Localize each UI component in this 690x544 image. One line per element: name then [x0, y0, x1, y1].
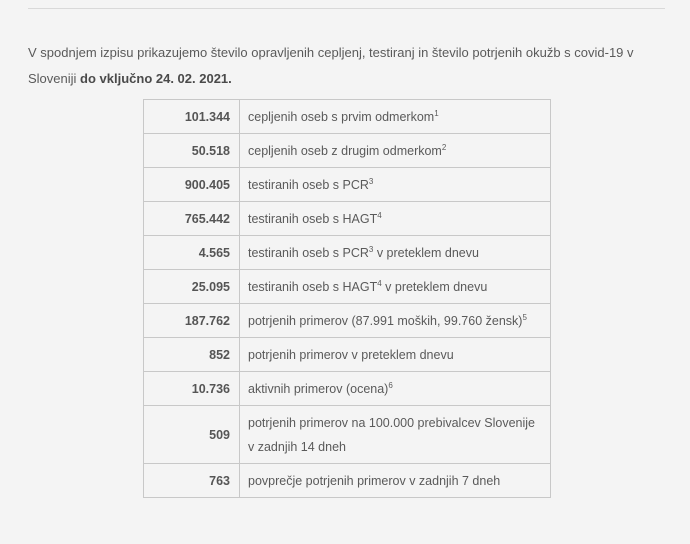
- intro-text: V spodnjem izpisu prikazujemo število opravljenih cepljenj, testiranj in število potrjenih okužb s covid-19 v Sloveniji: [28, 45, 634, 86]
- divider: [28, 8, 665, 9]
- row-description: [240, 202, 551, 236]
- row-text: cepljenih oseb s prvim odmerkom: [248, 109, 435, 124]
- row-value: 509: [144, 406, 240, 464]
- row-value: 765.442: [144, 202, 240, 236]
- row-description: [240, 304, 551, 338]
- footnote-ref[interactable]: 4: [377, 278, 382, 288]
- table-row: [144, 100, 551, 134]
- row-text: testiranih oseb s HAGT: [248, 211, 378, 226]
- row-value: 852: [144, 338, 240, 372]
- row-text: aktivnih primerov (ocena): [248, 381, 389, 396]
- row-text: potrjenih primerov v preteklem dnevu: [248, 347, 454, 362]
- row-description: [240, 406, 551, 464]
- row-value: 900.405: [144, 168, 240, 202]
- intro-date: do vključno 24. 02. 2021.: [80, 71, 232, 86]
- table-row: [144, 236, 551, 270]
- table-row: [144, 464, 551, 498]
- row-text: potrjenih primerov (87.991 moških, 99.760 žensk): [248, 313, 523, 328]
- table-row: [144, 372, 551, 406]
- row-text-after: v preteklem dnevu: [381, 279, 488, 294]
- row-description: [240, 168, 551, 202]
- table-row: [144, 134, 551, 168]
- row-text-after: v preteklem dnevu: [373, 245, 479, 260]
- row-value: 50.518: [144, 134, 240, 168]
- row-value: 10.736: [144, 372, 240, 406]
- row-description: [240, 338, 551, 372]
- row-text: cepljenih oseb z drugim odmerkom: [248, 143, 442, 158]
- row-text: potrjenih primerov na 100.000 prebivalcev Slovenije v zadnjih 14 dneh: [248, 415, 535, 454]
- row-description: [240, 372, 551, 406]
- row-value: 101.344: [144, 100, 240, 134]
- row-text: povprečje potrjenih primerov v zadnjih 7 dneh: [248, 473, 501, 488]
- table-row: [144, 304, 551, 338]
- row-value: 25.095: [144, 270, 240, 304]
- row-value: 187.762: [144, 304, 240, 338]
- row-description: [240, 236, 551, 270]
- statistics-table-body: [144, 100, 551, 498]
- row-text: testiranih oseb s PCR: [248, 245, 369, 260]
- footnote-ref[interactable]: 4: [377, 210, 382, 220]
- footnote-ref[interactable]: 6: [388, 380, 393, 390]
- footnote-ref[interactable]: 5: [522, 312, 527, 322]
- row-description: [240, 464, 551, 498]
- footnote-ref[interactable]: 2: [441, 142, 447, 152]
- footnote-ref[interactable]: 3: [368, 244, 374, 254]
- row-value: 763: [144, 464, 240, 498]
- row-description: [240, 100, 551, 134]
- table-row: [144, 270, 551, 304]
- footnote-ref[interactable]: 3: [368, 176, 374, 186]
- row-description: [240, 134, 551, 168]
- row-text: testiranih oseb s HAGT: [248, 279, 378, 294]
- table-row: [144, 202, 551, 236]
- row-description: [240, 270, 551, 304]
- statistics-table: [143, 99, 551, 498]
- row-text: testiranih oseb s PCR: [248, 177, 369, 192]
- table-row: [144, 406, 551, 464]
- table-row: [144, 168, 551, 202]
- intro-paragraph: [28, 40, 668, 92]
- table-row: [144, 338, 551, 372]
- footnote-ref[interactable]: 1: [434, 108, 439, 118]
- row-value: 4.565: [144, 236, 240, 270]
